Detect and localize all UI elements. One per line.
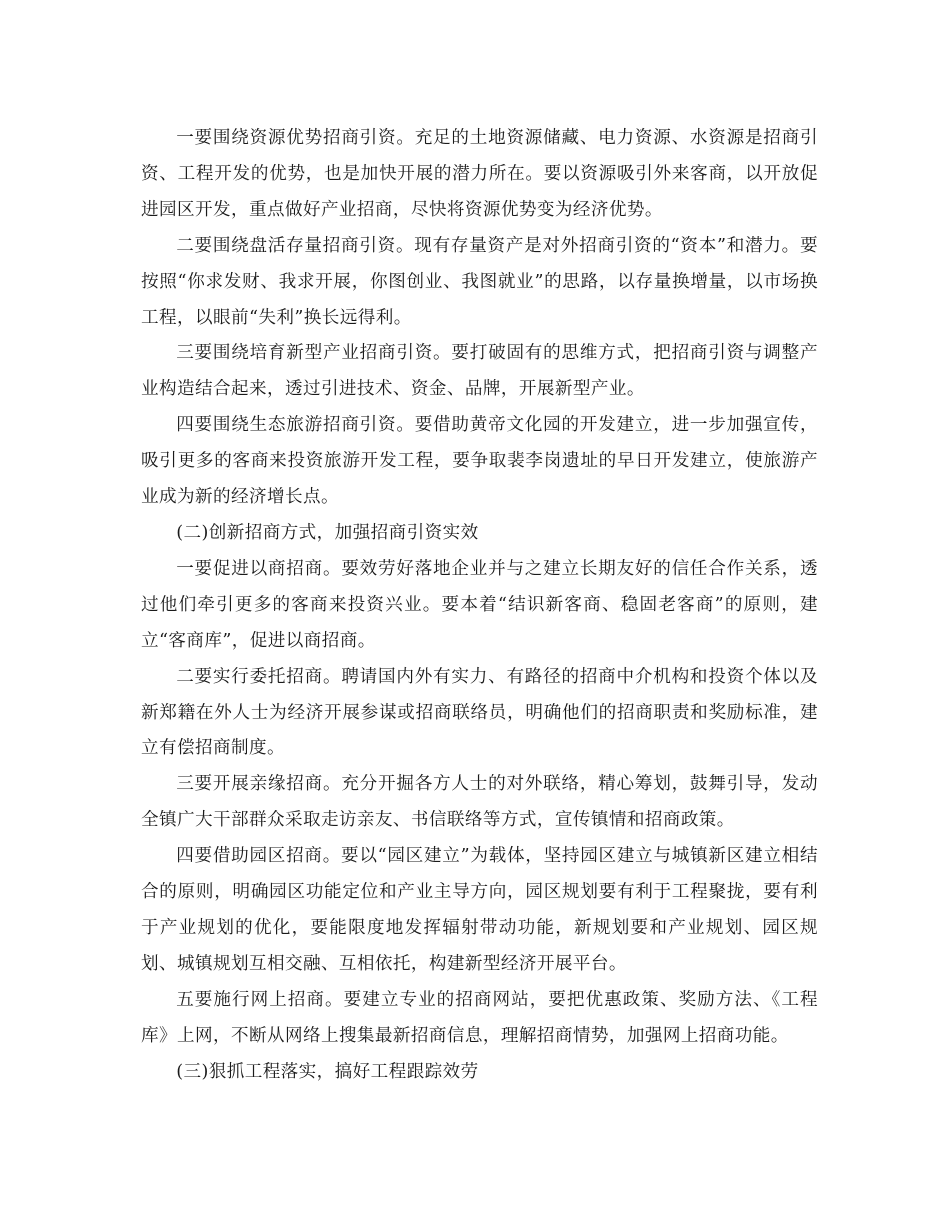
paragraph-business-referral: 一要促进以商招商。要效劳好落地企业并与之建立长期友好的信任合作关系，透过他们牵引更多的客商来投资兴业。要本着“结识新客商、稳固老客商”的原则，建立“客商库”，促进以商招商。 [141, 558, 818, 651]
paragraph-existing-assets: 二要围绕盘活存量招商引资。现有存量资产是对外招商引资的“资本”和潜力。要按照“你求发财、我求开展，你图创业、我图就业”的思路，以存量换增量，以市场换工程，以眼前“失利”换长远得利。 [141, 235, 818, 328]
paragraph-park-investment: 四要借助园区招商。要以“园区建立”为载体，坚持园区建立与城镇新区建立相结合的原则，明确园区功能定位和产业主导方向，园区规划要有利于工程聚拢，要有利于产业规划的优化，要能限度地发挥辐射带动功能，新规划要和产业规划、园区规划、城镇规划互相交融、互相依托，构建新型经济开展平台。 [141, 846, 818, 974]
paragraph-online-investment: 五要施行网上招商。要建立专业的招商网站，要把优惠政策、奖励方法、《工程库》上网，不断从网络上搜集最新招商信息，理解招商情势，加强网上招商功能。 [141, 989, 818, 1046]
section-heading-2: (二)创新招商方式，加强招商引资实效 [176, 522, 479, 543]
paragraph-entrusted-investment: 二要实行委托招商。聘请国内外有实力、有路径的招商中介机构和投资个体以及新郑籍在外人士为经济开展参谋或招商联络员，明确他们的招商职责和奖励标准，建立有偿招商制度。 [141, 666, 818, 759]
section-heading-3: (三)狠抓工程落实，搞好工程跟踪效劳 [176, 1061, 479, 1082]
paragraph-kinship-investment: 三要开展亲缘招商。充分开掘各方人士的对外联络，精心筹划，鼓舞引导，发动全镇广大干部群众采取走访亲友、书信联络等方式，宣传镇情和招商政策。 [141, 774, 818, 831]
paragraph-new-industries: 三要围绕培育新型产业招商引资。要打破固有的思维方式，把招商引资与调整产业构造结合起来，透过引进技术、资金、品牌，开展新型产业。 [141, 343, 818, 400]
paragraph-resource-advantage: 一要围绕资源优势招商引资。充足的土地资源储藏、电力资源、水资源是招商引资、工程开发的优势，也是加快开展的潜力所在。要以资源吸引外来客商，以开放促进园区开发，重点做好产业招商，尽快将资源优势变为经济优势。 [141, 128, 818, 220]
paragraph-eco-tourism: 四要围绕生态旅游招商引资。要借助黄帝文化园的开发建立，进一步加强宣传，吸引更多的客商来投资旅游开发工程，要争取裴李岗遗址的早日开发建立，使旅游产业成为新的经济增长点。 [141, 415, 818, 508]
document-body [141, 121, 818, 1090]
